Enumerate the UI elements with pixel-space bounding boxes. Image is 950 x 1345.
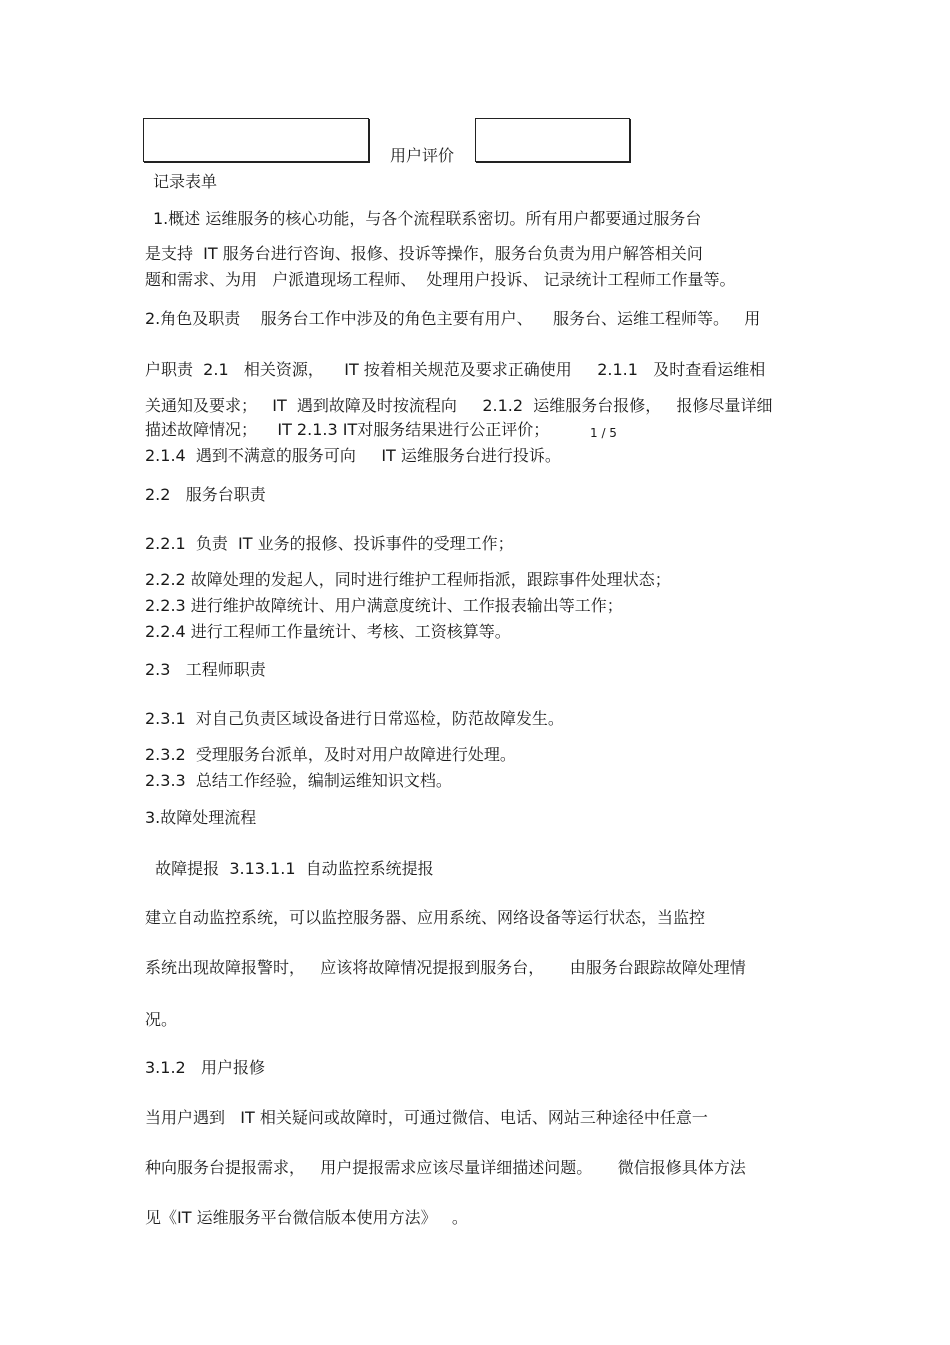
form-input-box-right[interactable] [475,118,630,162]
record-form-label: 记录表单 [153,172,218,191]
text-line: 2.2.4 进行工程师工作量统计、考核、工资核算等。 [145,622,511,641]
section-heading: 3.1.2 用户报修 [145,1058,265,1077]
text-line: 题和需求、为用 户派遣现场工程师、 处理用户投诉、 记录统计工程师工作量等。 [145,270,736,289]
text-line: 关通知及要求； IT 遇到故障及时按流程向 2.1.2 运维服务台报修， 报修尽量详细 [145,396,773,415]
text-line: 2.2.1 负责 IT 业务的报修、投诉事件的受理工作； [145,534,514,553]
text-line: 2.3.2 受理服务台派单，及时对用户故障进行处理。 [145,745,516,764]
form-input-box-left[interactable] [143,118,369,162]
user-eval-label: 用户评价 [390,146,455,165]
text-line: 是支持 IT 服务台进行咨询、报修、投诉等操作，服务台负责为用户解答相关问 [145,244,703,263]
text-line: 况。 [145,1010,178,1029]
text-line: 2.2.2 故障处理的发起人，同时进行维护工程师指派，跟踪事件处理状态； [145,570,671,589]
text-line: 描述故障情况； IT 2.1.3 IT对服务结果进行公正评价； [145,420,550,439]
section-heading: 3.故障处理流程 [145,808,257,827]
section-heading: 2.2 服务台职责 [145,485,266,504]
text-line: 当用户遇到 IT 相关疑问或故障时，可通过微信、电话、网站三种途径中任意一 [145,1108,708,1127]
text-line: 种向服务台提报需求， 用户提报需求应该尽量详细描述问题。 微信报修具体方法 [145,1158,746,1177]
text-line: 故障提报 3.13.1.1 自动监控系统提报 [145,859,434,878]
section-heading: 2.3 工程师职责 [145,660,266,679]
text-line: 见《IT 运维服务平台微信版本使用方法》 。 [145,1208,468,1227]
text-line: 2.角色及职责 服务台工作中涉及的角色主要有用户、 服务台、运维工程师等。 用 [145,309,761,328]
text-line: 2.3.1 对自己负责区域设备进行日常巡检，防范故障发生。 [145,709,564,728]
text-line: 2.1.4 遇到不满意的服务可向 IT 运维服务台进行投诉。 [145,446,561,465]
page-number: 1 / 5 [590,426,617,440]
text-line: 2.2.3 进行维护故障统计、用户满意度统计、工作报表输出等工作； [145,596,623,615]
text-line: 2.3.3 总结工作经验，编制运维知识文档。 [145,771,452,790]
text-line: 系统出现故障报警时， 应该将故障情况提报到服务台， 由服务台跟踪故障处理情 [145,958,746,977]
text-line: 户职责 2.1 相关资源， IT 按着相关规范及要求正确使用 2.1.1 及时查看运维相 [145,360,766,379]
text-line: 建立自动监控系统，可以监控服务器、应用系统、网络设备等运行状态，当监控 [145,908,706,927]
text-line: 1.概述 运维服务的核心功能，与各个流程联系密切。所有用户都要通过服务台 [153,209,702,228]
